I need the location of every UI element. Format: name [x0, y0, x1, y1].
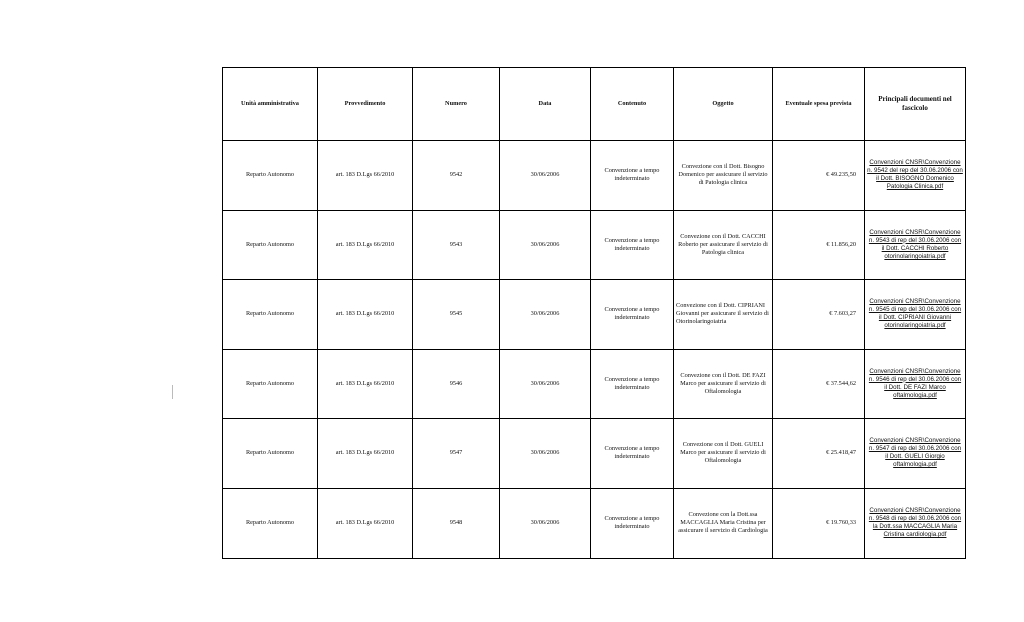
cell-oggetto: Convezione con il Dott. DE FAZI Marco per assicurare il servizio di Oftalomologia [674, 350, 773, 420]
cell-data: 30/06/2006 [500, 211, 591, 281]
cell-spesa: € 49.235,50 [773, 141, 865, 211]
cell-unita: Reparto Autonomo [223, 419, 318, 489]
cell-spesa: € 7.603,27 [773, 280, 865, 350]
cell-unita: Reparto Autonomo [223, 280, 318, 350]
cell-spesa: € 11.856,20 [773, 211, 865, 281]
cell-numero: 9547 [413, 419, 500, 489]
cell-unita: Reparto Autonomo [223, 350, 318, 420]
cell-provvedimento: art. 183 D.Lgs 66/2010 [318, 141, 413, 211]
cell-numero: 9546 [413, 350, 500, 420]
header-spesa: Eventuale spesa prevista [773, 68, 865, 141]
header-contenuto: Contenuto [591, 68, 674, 141]
cell-unita: Reparto Autonomo [223, 141, 318, 211]
cell-data: 30/06/2006 [500, 141, 591, 211]
cell-numero: 9548 [413, 489, 500, 559]
cell-provvedimento: art. 183 D.Lgs 66/2010 [318, 211, 413, 281]
cell-contenuto: Convenzione a tempo indeterminato [591, 350, 674, 420]
cell-provvedimento: art. 183 D.Lgs 66/2010 [318, 489, 413, 559]
document-link[interactable]: Convenzioni CNSR\Convenzione n. 9548 di rep del 30.06.2006 con la Dott.ssa MACCAGLIA Maria Cristina cardiologia.pdf [868, 507, 962, 539]
cell-oggetto: Convezione con il Dott. Bisogno Domenico per assicurare il servizio di Patologia clinica [674, 141, 773, 211]
cell-numero: 9543 [413, 211, 500, 281]
header-oggetto: Oggetto [674, 68, 773, 141]
header-provvedimento: Provvedimento [318, 68, 413, 141]
convenzioni-table [222, 67, 966, 559]
document-link[interactable]: Convenzioni CNSR\Convenzione n. 9546 di rep del 30.06.2006 con il Dott. DE FAZI Marco oftalmologia.pdf [865, 350, 965, 420]
cell-numero: 9542 [413, 141, 500, 211]
header-documenti: Principali documenti nel fascicolo [865, 68, 965, 141]
document-link[interactable]: Convenzioni CNSR\Convenzione n. 9542 del rep del 30.06.2006 con il Dott. BISOGNO Domenico Patologia Clinica.pdf [865, 141, 965, 211]
cell-oggetto: Convezione con il Dott. CIPRIANI Giovanni per assicurare il servizio di Otorinolaringoiatria [674, 280, 773, 350]
cell-contenuto: Convenzione a tempo indeterminato [591, 489, 674, 559]
cell-data: 30/06/2006 [500, 489, 591, 559]
cell-spesa: € 19.760,33 [773, 489, 865, 559]
cell-spesa: € 37.544,62 [773, 350, 865, 420]
cell-data: 30/06/2006 [500, 419, 591, 489]
cell-provvedimento: art. 183 D.Lgs 66/2010 [318, 280, 413, 350]
cell-unita: Reparto Autonomo [223, 489, 318, 559]
cell-numero: 9545 [413, 280, 500, 350]
cell-contenuto: Convenzione a tempo indeterminato [591, 419, 674, 489]
scan-mark [172, 385, 173, 399]
cell-spesa: € 25.418,47 [773, 419, 865, 489]
cell-unita: Reparto Autonomo [223, 211, 318, 281]
document-link[interactable]: Convenzioni CNSR\Convenzione n. 9547 di rep del 30.06.2006 con il Dott. GUELI Giorgio oftalmologia.pdf [865, 419, 965, 489]
cell-provvedimento: art. 183 D.Lgs 66/2010 [318, 419, 413, 489]
cell-provvedimento: art. 183 D.Lgs 66/2010 [318, 350, 413, 420]
cell-oggetto: Convezione con il Dott. CACCHI Roberto per assicurare il servizio di Patologia clinica [674, 211, 773, 281]
cell-contenuto: Convenzione a tempo indeterminato [591, 211, 674, 281]
document-link[interactable]: Convenzioni CNSR\Convenzione n. 9543 di rep del 30.06.2006 con il Dott. CACCHI Roberto otorinolaringoiatria.pdf [865, 211, 965, 281]
cell-data: 30/06/2006 [500, 350, 591, 420]
header-unita: Unità amministrativa [223, 68, 318, 141]
cell-contenuto: Convenzione a tempo indeterminato [591, 141, 674, 211]
header-data: Data [500, 68, 591, 141]
cell-contenuto: Convenzione a tempo indeterminato [591, 280, 674, 350]
cell-oggetto: Convezione con la Dott.ssa MACCAGLIA Maria Cristina per assicurare il servizio di Cardiologia [674, 489, 773, 559]
header-numero: Numero [413, 68, 500, 141]
document-link[interactable]: Convenzioni CNSR\Convenzione n. 9545 di rep del 30.06.2006 con il Dott. CIPRIANI Giovanni otorinolaringoiatria.pdf [865, 280, 965, 350]
cell-data: 30/06/2006 [500, 280, 591, 350]
cell-oggetto: Convezione con il Dott. GUELI Marco per assicurare il servizio di Oftalomologia [674, 419, 773, 489]
